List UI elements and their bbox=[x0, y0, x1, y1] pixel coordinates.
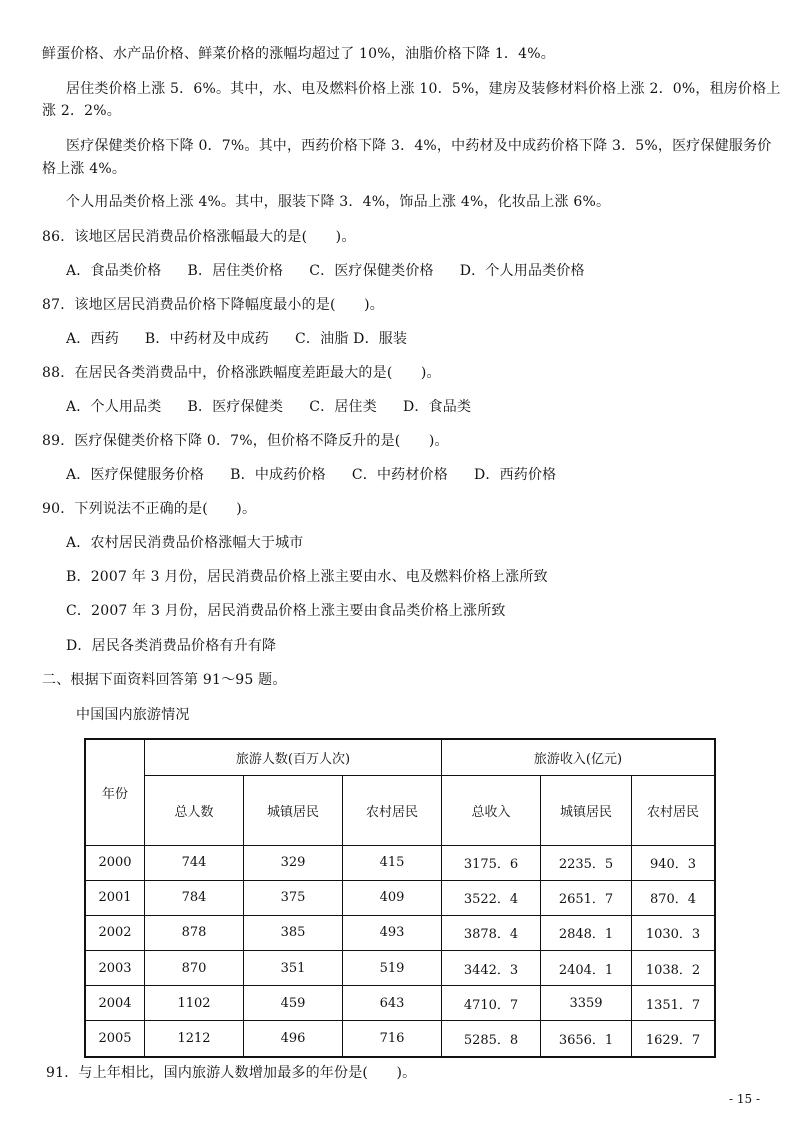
cell: 2651．7 bbox=[541, 880, 632, 915]
paragraph-3-line-1: 医疗保健类价格下降 0．7%。其中，西药价格下降 3．4%，中药材及中成药价格下降 3．5%，医疗保健服务价 bbox=[66, 138, 772, 154]
cell: 2001 bbox=[85, 880, 145, 915]
cell: 870．4 bbox=[632, 880, 716, 915]
sub-header: 城镇居民 bbox=[244, 775, 343, 845]
cell: 643 bbox=[343, 986, 442, 1021]
table-row bbox=[85, 1021, 715, 1057]
question-90-option-a[interactable]: A．农村居民消费品价格涨幅大于城市 bbox=[66, 535, 304, 551]
option-a[interactable]: A．食品类价格 bbox=[66, 263, 162, 279]
question-90-stem: 90．下列说法不正确的是( )。 bbox=[42, 501, 257, 517]
sub-header: 农村居民 bbox=[343, 775, 442, 845]
option-c[interactable]: C．中药材价格 bbox=[351, 467, 448, 483]
cell: 2235．5 bbox=[541, 845, 632, 880]
paragraph-2-line-2: 涨 2．2%。 bbox=[42, 103, 121, 119]
cell: 3442．3 bbox=[442, 951, 541, 986]
question-89-options bbox=[66, 466, 582, 484]
cell: 716 bbox=[343, 1021, 442, 1057]
option-b[interactable]: B．居住类价格 bbox=[187, 263, 284, 279]
year-header: 年份 bbox=[85, 739, 145, 845]
cell: 409 bbox=[343, 880, 442, 915]
paragraph-4: 个人用品类价格上涨 4%。其中，服装下降 3．4%，饰品上涨 4%，化妆品上涨 6%。 bbox=[66, 194, 611, 210]
cell: 493 bbox=[343, 915, 442, 950]
question-87-stem: 87．该地区居民消费品价格下降幅度最小的是( )。 bbox=[42, 297, 384, 313]
paragraph-2-line-1: 居住类价格上涨 5．6%。其中，水、电及燃料价格上涨 10．5%，建房及装修材料价格上涨 2．0%，租房价格上 bbox=[66, 81, 781, 97]
cell: 3656．1 bbox=[541, 1021, 632, 1057]
cell: 3522．4 bbox=[442, 880, 541, 915]
sub-header: 城镇居民 bbox=[541, 775, 632, 845]
option-a[interactable]: A．西药 bbox=[66, 331, 119, 347]
question-91-stem: 91．与上年相比，国内旅游人数增加最多的年份是( )。 bbox=[46, 1065, 417, 1081]
table-row bbox=[85, 880, 715, 915]
cell: 4710．7 bbox=[442, 986, 541, 1021]
cell: 2003 bbox=[85, 951, 145, 986]
question-86-stem: 86．该地区居民消费品价格涨幅最大的是( )。 bbox=[42, 229, 356, 245]
cell: 744 bbox=[145, 845, 244, 880]
cell: 1030．3 bbox=[632, 915, 716, 950]
question-87-options bbox=[66, 330, 433, 348]
cell: 3359 bbox=[541, 986, 632, 1021]
cell: 3175．6 bbox=[442, 845, 541, 880]
cell: 5285．8 bbox=[442, 1021, 541, 1057]
cell: 1102 bbox=[145, 986, 244, 1021]
cell: 870 bbox=[145, 951, 244, 986]
cell: 2404．1 bbox=[541, 951, 632, 986]
cell: 329 bbox=[244, 845, 343, 880]
option-b[interactable]: B．中成药价格 bbox=[230, 467, 326, 483]
sub-header: 总人数 bbox=[145, 775, 244, 845]
tourism-table bbox=[84, 738, 716, 1058]
question-90-option-c[interactable]: C．2007 年 3 月份，居民消费品价格上涨主要由食品类价格上涨所致 bbox=[66, 603, 506, 619]
table-row bbox=[85, 845, 715, 880]
paragraph-3-line-2: 格上涨 4%。 bbox=[42, 161, 127, 177]
cell: 385 bbox=[244, 915, 343, 950]
option-c[interactable]: C．居住类 bbox=[309, 399, 377, 415]
option-b[interactable]: B．中药材及中成药 bbox=[144, 331, 270, 347]
option-a[interactable]: A．个人用品类 bbox=[66, 399, 162, 415]
option-b[interactable]: B．医疗保健类 bbox=[187, 399, 284, 415]
cell: 940．3 bbox=[632, 845, 716, 880]
cell: 2002 bbox=[85, 915, 145, 950]
cell: 519 bbox=[343, 951, 442, 986]
cell: 3878．4 bbox=[442, 915, 541, 950]
question-90-option-d[interactable]: D．居民各类消费品价格有升有降 bbox=[66, 638, 277, 654]
question-88-stem: 88．在居民各类消费品中，价格涨跌幅度差距最大的是( )。 bbox=[42, 365, 441, 381]
sub-header: 总收入 bbox=[442, 775, 541, 845]
table-row bbox=[85, 915, 715, 950]
option-c[interactable]: C．医疗保健类价格 bbox=[309, 263, 434, 279]
cell: 496 bbox=[244, 1021, 343, 1057]
option-d[interactable]: D．西药价格 bbox=[473, 467, 557, 483]
cell: 2000 bbox=[85, 845, 145, 880]
option-d[interactable]: D．个人用品类价格 bbox=[459, 263, 585, 279]
table-title: 中国国内旅游情况 bbox=[76, 707, 190, 723]
cell: 1038．2 bbox=[632, 951, 716, 986]
paragraph-1: 鲜蛋价格、水产品价格、鲜菜价格的涨幅均超过了 10%，油脂价格下降 1．4%。 bbox=[42, 46, 555, 62]
page-number: - 15 - bbox=[728, 1092, 760, 1106]
question-88-options bbox=[66, 398, 497, 416]
option-cd[interactable]: C．油脂 D．服装 bbox=[295, 331, 408, 347]
cell: 351 bbox=[244, 951, 343, 986]
table-row bbox=[85, 951, 715, 986]
cell: 1629．7 bbox=[632, 1021, 716, 1057]
table-row bbox=[85, 986, 715, 1021]
cell: 2848．1 bbox=[541, 915, 632, 950]
group-header-visitors: 旅游人数(百万人次) bbox=[145, 739, 442, 775]
sub-header: 农村居民 bbox=[632, 775, 716, 845]
cell: 415 bbox=[343, 845, 442, 880]
cell: 878 bbox=[145, 915, 244, 950]
cell: 1351．7 bbox=[632, 986, 716, 1021]
cell: 2004 bbox=[85, 986, 145, 1021]
cell: 784 bbox=[145, 880, 244, 915]
cell: 1212 bbox=[145, 1021, 244, 1057]
cell: 375 bbox=[244, 880, 343, 915]
option-a[interactable]: A．医疗保健服务价格 bbox=[66, 467, 205, 483]
group-header-revenue: 旅游收入(亿元) bbox=[442, 739, 716, 775]
cell: 459 bbox=[244, 986, 343, 1021]
section-2-heading: 二、根据下面资料回答第 91～95 题。 bbox=[42, 672, 287, 688]
question-89-stem: 89．医疗保健类价格下降 0．7%，但价格不降反升的是( )。 bbox=[42, 433, 449, 449]
question-90-option-b[interactable]: B．2007 年 3 月份，居民消费品价格上涨主要由水、电及燃料价格上涨所致 bbox=[66, 569, 548, 585]
question-86-options bbox=[66, 262, 611, 280]
option-d[interactable]: D．食品类 bbox=[402, 399, 472, 415]
cell: 2005 bbox=[85, 1021, 145, 1057]
